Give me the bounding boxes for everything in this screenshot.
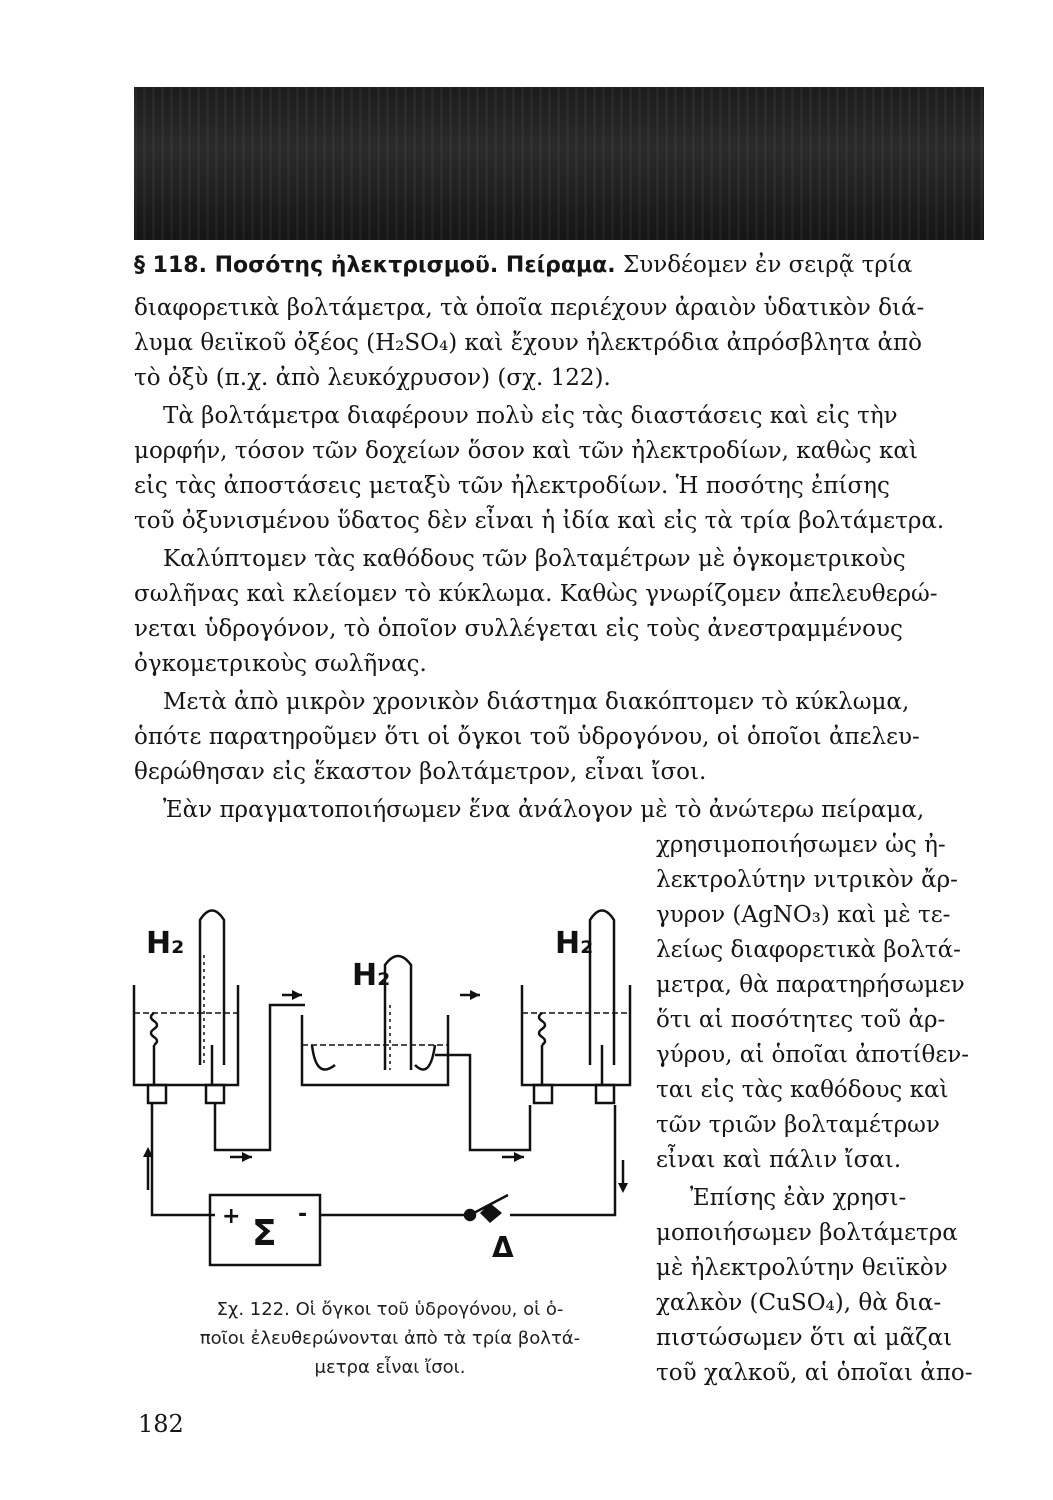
body-line: τὸ ὀξὺ (π.χ. ἀπὸ λευκόχρυσον) (σχ. 122). (134, 365, 611, 391)
wire (215, 1005, 305, 1150)
right-column-line: γύρου, αἱ ὁποῖαι ἀποτίθεν- (656, 1042, 970, 1068)
right-column-line: Ἐπίσης ἐὰν χρησι- (690, 1185, 907, 1211)
body-line: Μετὰ ἀπὸ μικρὸν χρονικὸν διάστημα διακόπτομεν τὸ κύκλωμα, (163, 689, 910, 715)
battery-minus: - (298, 1202, 308, 1227)
right-column-line: μὲ ἠλεκτρολύτην θειϊκὸν (656, 1255, 948, 1281)
wire (510, 1105, 615, 1215)
h2-label-right: H₂ (555, 926, 594, 961)
body-line: Τὰ βολτάμετρα διαφέρουν πολὺ εἰς τὰς διαστάσεις καὶ εἰς τὴν (163, 403, 898, 429)
h2-label-middle: H₂ (352, 958, 391, 993)
body-line: εἰς τὰς ἀποστάσεις μεταξὺ τῶν ἠλεκτροδίων. Ἡ ποσότης ἐπίσης (134, 473, 890, 499)
h2-label-left: H₂ (146, 926, 185, 961)
body-line: Συνδέομεν ἐν σειρᾷ τρία (622, 252, 913, 278)
right-column-line: τοῦ χαλκοῦ, αἱ ὁποῖαι ἀπο- (656, 1360, 973, 1386)
voltameter-circuit-diagram (130, 895, 650, 1290)
left-coil (151, 1013, 157, 1045)
caption-line: μετρα εἶναι ἴσοι. (314, 1357, 466, 1378)
switch-label: Δ (492, 1231, 514, 1264)
wire (152, 1103, 215, 1215)
right-column-line: λείως διαφορετικὰ βολτά- (656, 937, 961, 963)
body-line: διαφορετικὰ βολτάμετρα, τὰ ὁποῖα περιέχουν ἀραιὸν ὑδατικὸν διά- (134, 295, 925, 321)
right-coil (539, 1013, 545, 1045)
middle-electrode-right (415, 1045, 435, 1070)
body-line: Καλύπτομεν τὰς καθόδους τῶν βολταμέτρων μὲ ὀγκομετρικοὺς (163, 546, 906, 572)
body-line: νεται ὑδρογόνον, τὸ ὁποῖον συλλέγεται εἰς τοὺς ἀνεστραμμένους (134, 616, 903, 642)
battery-plus: + (222, 1204, 241, 1229)
right-column-line: χρησιμοποιήσωμεν ὡς ἠ- (656, 832, 946, 858)
right-column-line: τῶν τριῶν βολταμέτρων (656, 1112, 940, 1138)
body-line: ὁπότε παρατηροῦμεν ὅτι οἱ ὄγκοι τοῦ ὑδρογόνου, οἱ ὁποῖοι ἀπελευ- (134, 724, 920, 750)
right-column-line: πιστώσωμεν ὅτι αἱ μᾶζαι (656, 1325, 953, 1351)
section-heading-line (134, 252, 912, 278)
right-column-line: λεκτρολύτην νιτρικὸν ἄρ- (656, 867, 958, 893)
section-heading: § 118. Ποσότης ἠλεκτρισμοῦ. Πείραμα. (134, 253, 616, 278)
right-column-line: εἶναι καὶ πάλιν ἴσαι. (656, 1147, 902, 1173)
left-terminal (206, 1085, 224, 1103)
caption-line: ποῖοι ἐλευθερώνονται ἀπὸ τὰ τρία βολτά- (199, 1328, 581, 1349)
figure-caption (170, 1295, 610, 1382)
left-vessel (134, 985, 238, 1085)
body-line: τοῦ ὀξυνισμένου ὕδατος δὲν εἶναι ἡ ἰδία καὶ εἰς τὰ τρία βολτάμετρα. (134, 508, 945, 534)
top-dark-photo-band (134, 87, 984, 240)
body-line: Ἐὰν πραγματοποιήσωμεν ἕνα ἀνάλογον μὲ τὸ ἀνώτερω πείραμα, (163, 797, 925, 823)
middle-electrode-left (312, 1045, 335, 1070)
right-column-line: χαλκὸν (CuSO₄), θὰ δια- (656, 1290, 942, 1316)
body-line: μορφήν, τόσον τῶν δοχείων ὅσον καὶ τῶν ἠλεκτροδίων, καθὼς καὶ (134, 438, 918, 464)
right-column-line: ὅτι αἱ ποσότητες τοῦ ἀρ- (656, 1007, 946, 1033)
body-line: ὀγκομετρικοὺς σωλῆνας. (134, 651, 427, 677)
body-line: σωλῆνας καὶ κλείομεν τὸ κύκλωμα. Καθὼς γνωρίζομεν ἀπελευθερώ- (134, 581, 938, 607)
caption-line: Σχ. 122. Οἱ ὄγκοι τοῦ ὑδρογόνου, οἱ ὁ- (216, 1299, 564, 1320)
right-tube (590, 911, 614, 1066)
right-column-line: γυρον (AgNO₃) καὶ μὲ τε- (656, 902, 951, 928)
right-column-line: μοποιήσωμεν βολτάμετρα (656, 1220, 958, 1246)
right-column-line: ται εἰς τὰς καθόδους καὶ (656, 1077, 949, 1103)
body-line: θερώθησαν εἰς ἕκαστον βολτάμετρον, εἶναι ἴσοι. (134, 759, 707, 785)
middle-vessel (302, 1015, 448, 1085)
page-number: 182 (138, 1410, 184, 1438)
left-terminal (148, 1085, 166, 1103)
body-line: λυμα θειϊκοῦ ὀξέος (H₂SO₄) καὶ ἔχουν ἠλεκτρόδια ἀπρόσβλητα ἀπὸ (134, 330, 923, 356)
right-column-line: μετρα, θὰ παρατηρήσωμεν (656, 972, 965, 998)
battery-label: Σ (252, 1213, 277, 1254)
